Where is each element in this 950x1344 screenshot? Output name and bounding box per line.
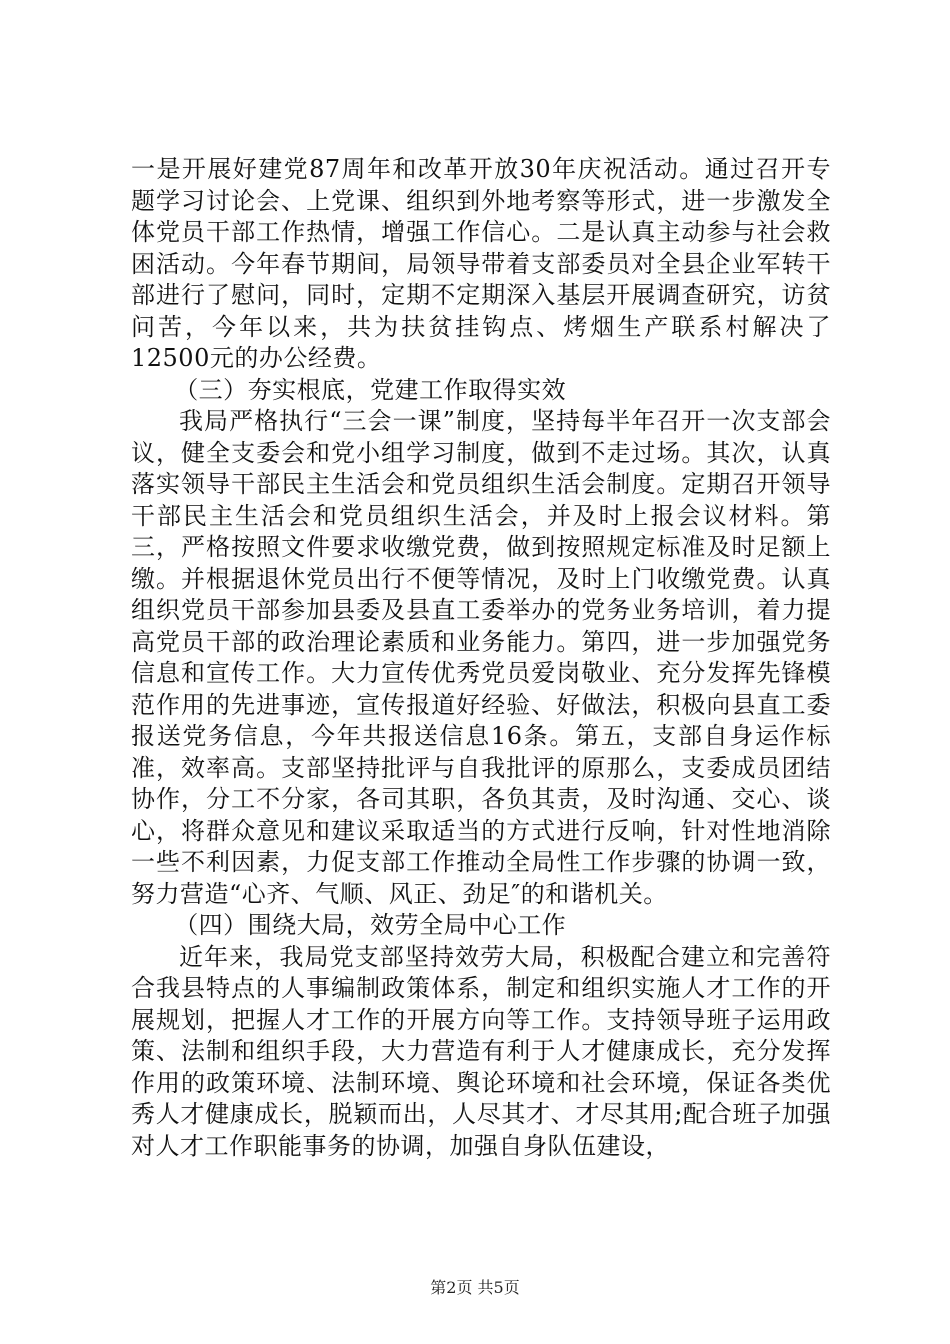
paragraph-central-work: 近年来，我局党支部坚持效劳大局，积极配合建立和完善符合我县特点的人事编制政策体系，制定和组织实施人才工作的开展规划，把握人才工作的开展方向等工作。支持领导班子运用政策、法制和组织手段，大力营造有利于人才健康成长，充分发挥作用的政策环境、法制环境、舆论环境和社会环境，保证各类优秀人才健康成长，脱颖而出，人尽其才、才尽其用;配合班子加强对人才工作职能事务的协调，加强自身队伍建设， xyxy=(131,942,831,1160)
section-heading-3: （三）夯实根底，党建工作取得实效 xyxy=(174,375,567,404)
paragraph-activities: 一是开展好建党87周年和改革开放30年庆祝活动。通过召开专题学习讨论会、上党课、组织到外地考察等形式，进一步激发全体党员干部工作热情，增强工作信心。二是认真主动参与社会救困活动。今年春节期间，局领导带着支部委员对全县企业军转干部进行了慰问，同时，定期不定期深入基层开展调查研究，访贫问苦，今年以来，共为扶贫挂钩点、烤烟生产联系村解决了12500元的办公经费。 xyxy=(131,155,831,372)
paragraph-party-building: 我局严格执行“三会一课”制度，坚持每半年召开一次支部会议，健全支委会和党小组学习制度，做到不走过场。其次，认真落实领导干部民主生活会和党员组织生活会制度。定期召开领导干部民主生活会和党员组织生活会，并及时上报会议材料。第三，严格按照文件要求收缴党费，做到按照规定标准及时足额上缴。并根据退休党员出行不便等情况，及时上门收缴党费。认真组织党员干部参加县委及县直工委举办的党务业务培训，着力提高党员干部的政治理论素质和业务能力。第四，进一步加强党务信息和宣传工作。大力宣传优秀党员爱岗敬业、充分发挥先锋模范作用的先进事迹，宣传报道好经验、好做法，积极向县直工委报送党务信息，今年共报送信息16条。第五，支部自身运作标准，效率高。支部坚持批评与自我批评的原那么，支委成员团结协作，分工不分家，各司其职，各负其责，及时沟通、交心、谈心，将群众意见和建议采取适当的方式进行反响，针对性地消除一些不利因素，力促支部工作推动全局性工作步骤的协调一致，努力营造“心齐、气顺、风正、劲足″的和谐机关。 xyxy=(131,407,831,908)
document-body xyxy=(131,154,831,1162)
section-heading-4: （四）围绕大局，效劳全局中心工作 xyxy=(174,911,567,939)
page-footer: 第2页 共5页 xyxy=(430,1278,520,1297)
